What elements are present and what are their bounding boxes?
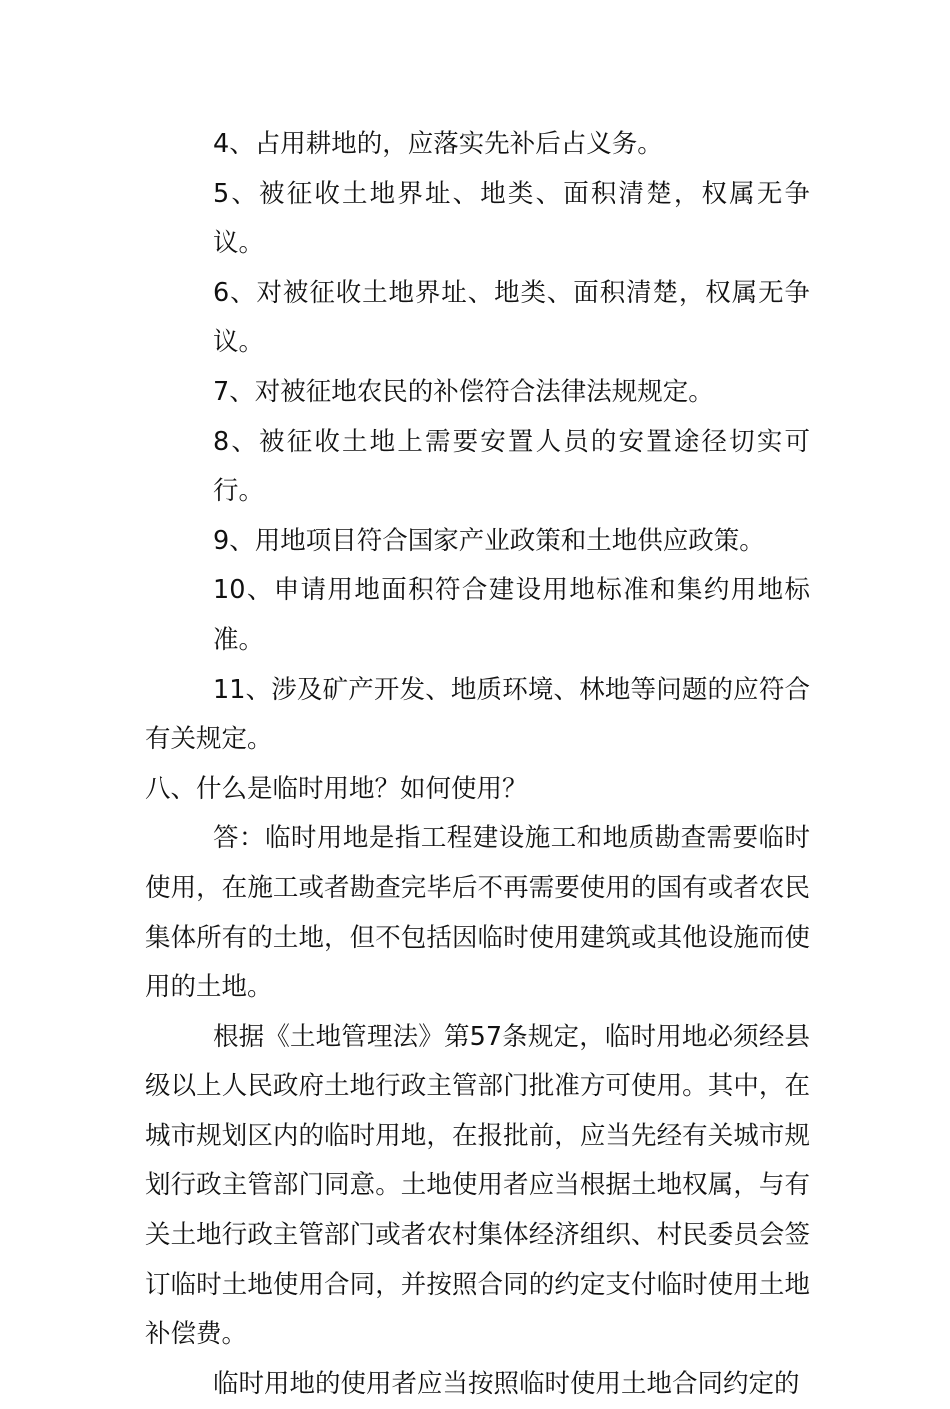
list-item-4: 4、占用耕地的，应落实先补后占义务。 (213, 129, 663, 159)
list-item-10: 10、申请用地面积符合建设用地标准和集约用地标准。 (213, 575, 810, 655)
list-item-6: 6、对被征收土地界址、地类、面积清楚，权属无争议。 (213, 277, 810, 358)
section-heading: 八、什么是临时用地？如何使用？ (145, 773, 528, 804)
paragraph-legal-basis: 根据《土地管理法》第57条规定，临时用地必须经县级以上人民政府土地行政主管部门批准方可使用。其中，在城市规划区内的临时用地，在报批前，应当先经有关城市规划行政主管部门同意。土地使用者应当根据土地权属，与有关土地行政主管部门或者农村集体经济组织、村民委员会签订临时土地使用合同，并按照合同的约定支付临时使用土地补偿费。 (145, 1021, 810, 1350)
list-item-7: 7、对被征地农民的补偿符合法律法规规定。 (213, 376, 714, 407)
paragraph-user-obligation: 临时用地的使用者应当按照临时使用土地合同约定的 (213, 1368, 800, 1399)
document-body (145, 120, 810, 1409)
list-item-11: 11、涉及矿产开发、地质环境、林地等问题的应符合有关规定。 (145, 674, 810, 755)
list-item-9: 9、用地项目符合国家产业政策和土地供应政策。 (213, 525, 765, 556)
list-item-5: 5、被征收土地界址、地类、面积清楚，权属无争议。 (213, 178, 810, 259)
paragraph-definition: 答：临时用地是指工程建设施工和地质勘查需要临时使用，在施工或者勘查完毕后不再需要使用的国有或者农民集体所有的土地，但不包括因临时使用建筑或其他设施而使用的土地。 (145, 823, 810, 1003)
list-item-8: 8、被征收土地上需要安置人员的安置途径切实可行。 (213, 426, 810, 507)
